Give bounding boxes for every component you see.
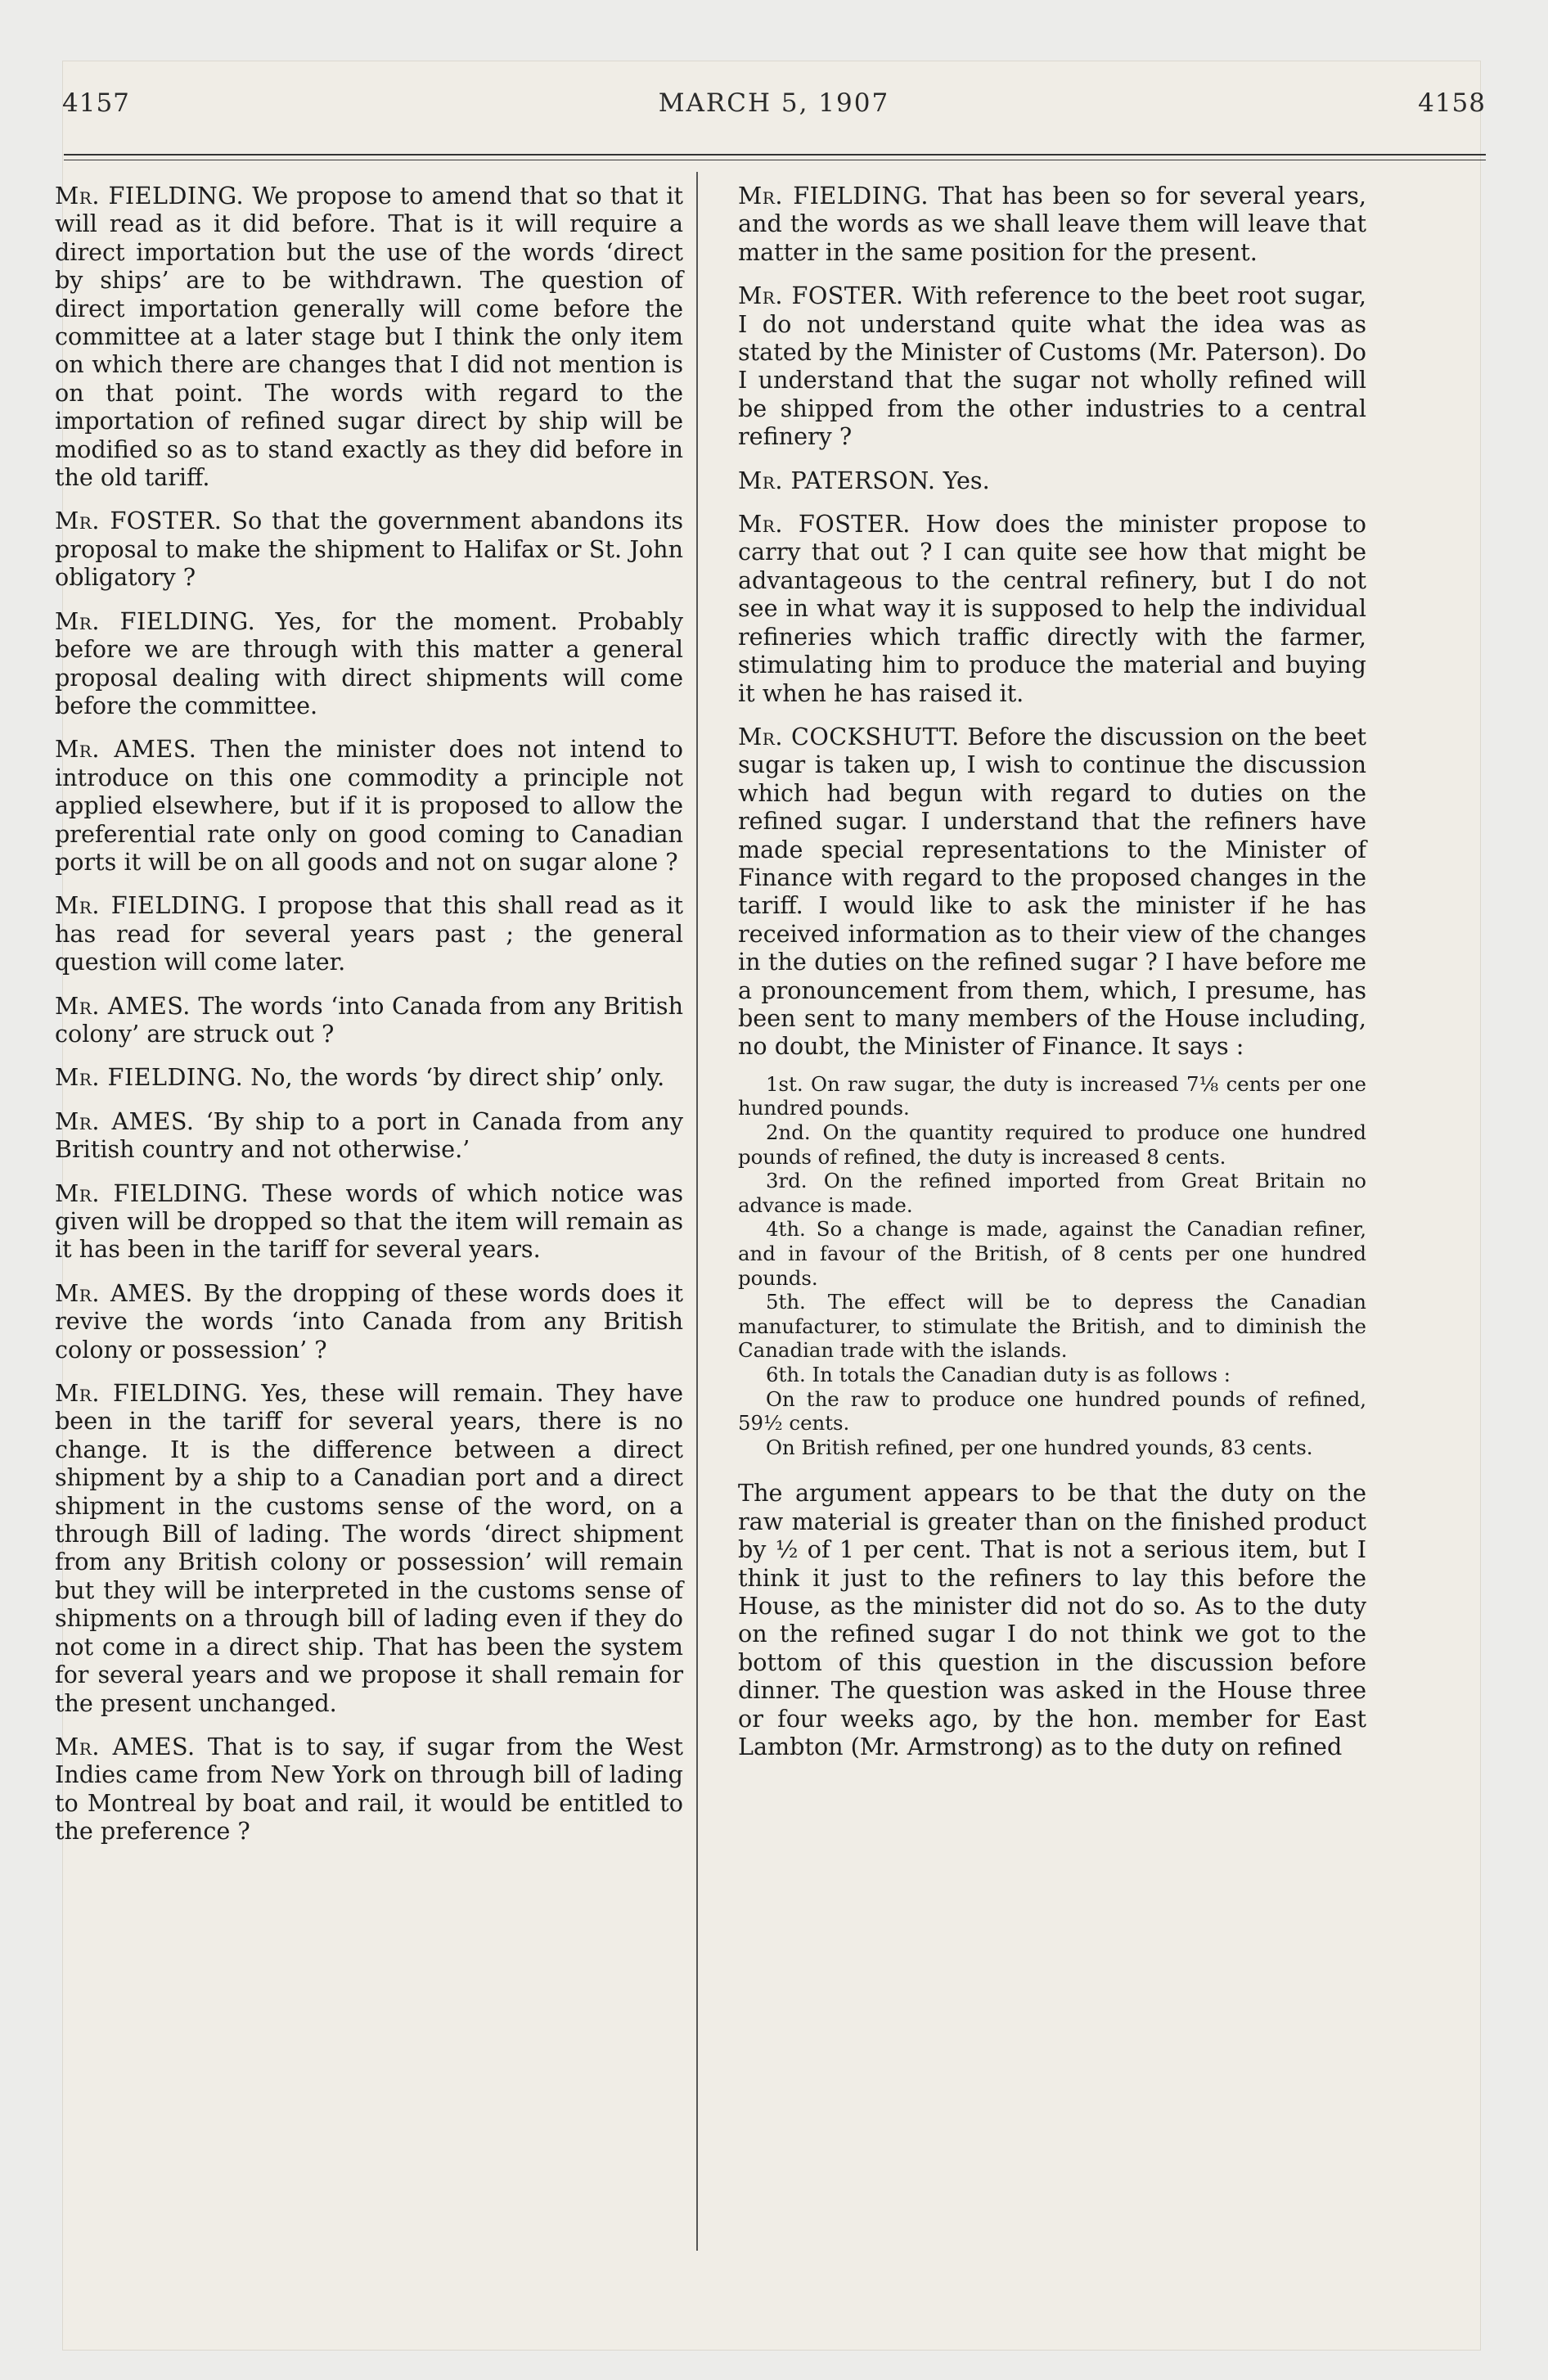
speaker: Mr. FIELDING. (738, 182, 929, 210)
header-rule (64, 154, 1486, 160)
speech (55, 1379, 683, 1717)
page-date: MARCH 5, 1907 (658, 88, 890, 118)
quote-item: On British refined, per one hundred younds, 83 cents. (766, 1435, 1313, 1459)
page-header (62, 88, 1486, 134)
speech-text: No, the words ‘by direct ship’ only. (250, 1063, 665, 1092)
column-divider (696, 172, 698, 2251)
speaker: Mr. PATERSON. (738, 466, 936, 494)
quote-item: 4th. So a change is made, against the Canadian refiner, and in favour of the British, of 8 cents per one hundred pounds. (738, 1217, 1366, 1290)
speaker: Mr. FIELDING. (55, 891, 247, 920)
speaker: Mr. AMES. (55, 1278, 194, 1307)
speaker: Mr. COCKSHUTT. (738, 722, 960, 751)
speaker: Mr. AMES. (55, 735, 197, 764)
speech (55, 182, 683, 491)
quote-item: 5th. The effect will be to depress the Canadian manufacturer, to stimulate the British, and to diminish the Canadian trade with the islands. (738, 1290, 1366, 1363)
speech (55, 1179, 683, 1264)
page-number-right: 4158 (1418, 88, 1486, 118)
speech-text: Yes. (943, 466, 990, 494)
speech (55, 607, 683, 720)
speaker: Mr. FIELDING. (55, 1063, 244, 1092)
quote-item: 6th. In totals the Canadian duty is as follows : (766, 1362, 1231, 1386)
speaker: Mr. FIELDING. (55, 1179, 250, 1207)
speech-text: ‘By ship to a port in Canada from any British country and not otherwise.’ (55, 1107, 684, 1164)
speech-text: Yes, these will remain. They have been in the tariff for several years, there is no change. It is the difference between a direct shipment by a ship to a Canadian port and a direct shipment in the customs sense of the word, on a through Bill of lading. The words ‘direct shipment from any British colony or possession’ will remain but they will be interpreted in the customs sense of shipments on a through bill of lading even if they do not come in a direct ship. That has been the system for several years and we propose it shall remain for the present unchanged. (55, 1379, 684, 1717)
speech-text: These words of which notice was given will be dropped so that the item will remain as it has been in the tariff for several years. (55, 1179, 683, 1264)
speaker: Mr. FOSTER. (738, 282, 904, 310)
speech (55, 1733, 683, 1846)
speech (738, 510, 1366, 707)
speaker: Mr. AMES. (55, 1107, 195, 1135)
speech (55, 735, 683, 876)
quote-item: On the raw to produce one hundred pounds of refined, 59½ cents. (738, 1386, 1366, 1436)
speech (55, 507, 683, 591)
speech-text: Then the minister does not intend to introduce on this one commodity a principle not applied elsewhere, but if it is proposed to allow the preferential rate only on good coming to Canadian ports it will be on all goods and not on sugar alone ? (55, 735, 683, 876)
speech-text: By the dropping of these words does it revive the words ‘into Canada from any British colony or possession’ ? (55, 1278, 683, 1364)
page-number-left: 4157 (62, 88, 130, 118)
quoted-statement (738, 1072, 1366, 1460)
quote-item: 2nd. On the quantity required to produce one hundred pounds of refined, the duty is increased 8 cents. (738, 1120, 1366, 1169)
speech-text: That has been so for several years, and the words as we shall leave them will leave that matter in the same position for the present. (738, 182, 1366, 266)
speech-text: Before the discussion on the beet sugar is taken up, I wish to continue the discussion which had begun with regard to duties on the refined sugar. I understand that the refiners have made special representations to the Minister of Finance with regard to the proposed changes in the tariff. I would like to ask the minister if he has received information as to their view of the changes in the duties on the refined sugar ? I have before me a pronouncement from them, which, I presume, has been sent to many members of the House including, no doubt, the Minister of Finance. It says : (738, 722, 1366, 1061)
speaker: Mr. AMES. (55, 991, 191, 1020)
speech (55, 1063, 683, 1091)
speech (738, 467, 1366, 494)
speaker: Mr. FIELDING. (55, 606, 256, 635)
quote-item: 1st. On raw sugar, the duty is increased 7⅛ cents per one hundred pounds. (738, 1071, 1366, 1120)
speech (55, 992, 683, 1048)
speaker: Mr. FOSTER. (55, 507, 223, 535)
speech (738, 182, 1366, 266)
speech-text: I propose that this shall read as it has read for several years past ; the general question will come later. (55, 891, 683, 976)
speaker: Mr. FIELDING. (55, 1379, 249, 1408)
speech-text: How does the minister propose to carry that out ? I can quite see how that might be advantageous to the central refinery, but I do not see in what way it is supposed to help the individual refineries which traffic directly with the farmer, stimulating him to produce the material and buying it when he has raised it. (738, 510, 1366, 707)
speaker: Mr. AMES. (55, 1732, 196, 1760)
quote-item: 3rd. On the refined imported from Great Britain no advance is made. (738, 1169, 1366, 1217)
speech-text: The words ‘into Canada from any British colony’ are struck out ? (55, 991, 684, 1048)
speech (55, 891, 683, 976)
right-column (738, 182, 1366, 1776)
speaker: Mr. FIELDING. (55, 182, 245, 210)
speech-text: With reference to the beet root sugar, I do not understand quite what the idea was as stated by the Minister of Customs (Mr. Paterson). Do I understand that the sugar not wholly refined will be shipped from the other industries to a central refinery ? (738, 282, 1366, 451)
speech (55, 1107, 683, 1164)
speech (738, 282, 1366, 450)
speaker: Mr. FOSTER. (738, 510, 911, 539)
speech-text: So that the government abandons its proposal to make the shipment to Halifax or St. John obligatory ? (55, 507, 683, 592)
speech-text: That is to say, if sugar from the West Indies came from New York on through bill of lading to Montreal by boat and rail, it would be entitled to the preference ? (55, 1732, 683, 1846)
closing-paragraph: The argument appears to be that the duty on the raw material is greater than on the finished product by ½ of 1 per cent. That is not a serious item, but I think it just to the refiners to lay this before the House, as the minister did not do so. As to the duty on the refined sugar I do not think we got to the bottom of this question in the discussion before dinner. The question was asked in the House three or four weeks ago, by the hon. member for East Lambton (Mr. Armstrong) as to the duty on refined (738, 1479, 1366, 1760)
speech (55, 1279, 683, 1364)
speech-text: We propose to amend that so that it will read as it did before. That is it will require a direct importation but the use of the words ‘direct by ships’ are to be withdrawn. The question of direct importation generally will come before the committee at a later stage but I think the only item on which there are changes that I did not mention is on that point. The words with regard to the importation of refined sugar direct by ship will be modified so as to stand exactly as they did before in the old tariff. (55, 182, 684, 492)
left-column (55, 182, 683, 1861)
speech (738, 723, 1366, 1061)
speech-text: Yes, for the moment. Probably before we are through with this matter a general proposal dealing with direct shipments will come before the committee. (55, 606, 683, 719)
